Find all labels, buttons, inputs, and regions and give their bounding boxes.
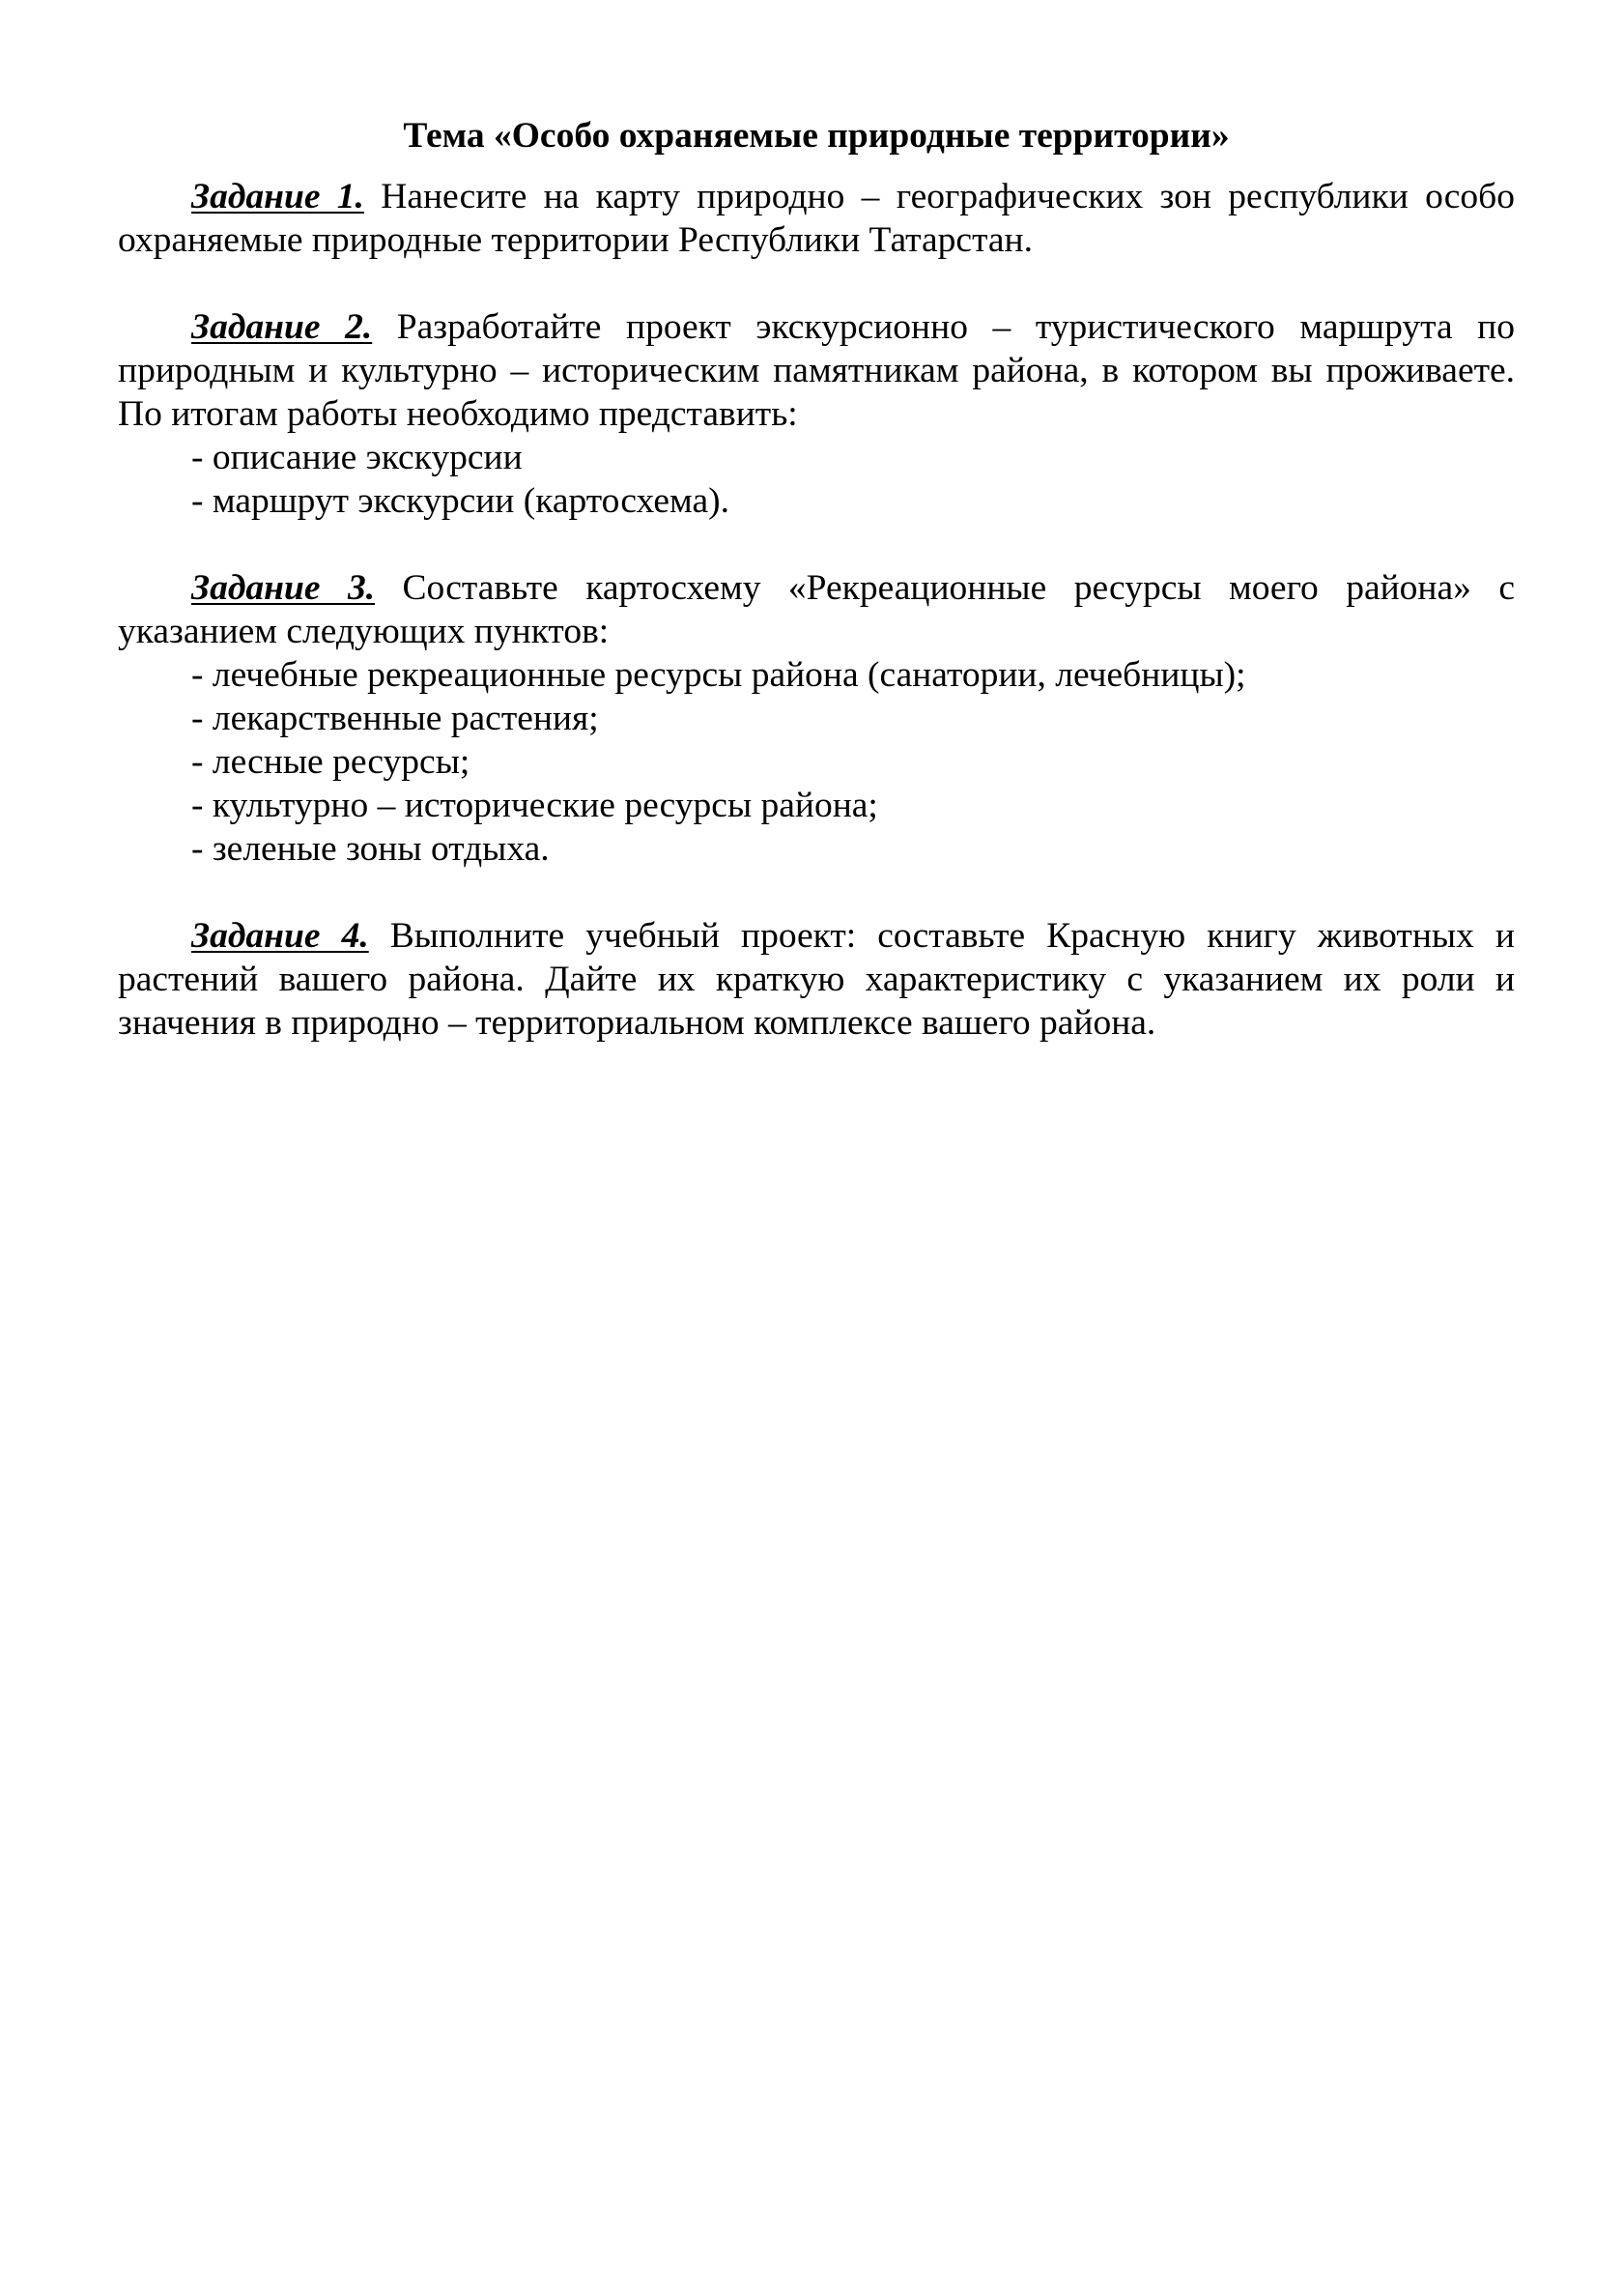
task-label: Задание 4. <box>191 916 369 956</box>
task-text: Составьте картосхему «Рекреационные ресурсы моего района» с указанием следующих пунктов: <box>118 568 1515 651</box>
task-paragraph <box>118 566 1515 653</box>
spacer <box>118 871 1515 914</box>
task-1 <box>118 175 1515 262</box>
task-label: Задание 2. <box>191 307 373 347</box>
task-text: Разработайте проект экскурсионно – туристического маршрута по природным и культурно – историческим памятникам района, в котором вы проживаете. По итогам работы необходимо представить: <box>118 307 1515 434</box>
task-paragraph <box>118 914 1515 1045</box>
list-item: - зеленые зоны отдыха. <box>191 829 550 869</box>
document-body <box>118 114 1515 1045</box>
list-item: - лекарственные растения; <box>191 699 599 738</box>
task-label: Задание 3. <box>191 568 376 608</box>
spacer <box>118 262 1515 305</box>
list-item: - культурно – исторические ресурсы района; <box>191 786 878 825</box>
page-title: Тема «Особо охраняемые природные территории» <box>403 116 1230 156</box>
list-item: - лечебные рекреационные ресурсы района (санатории, лечебницы); <box>191 655 1246 695</box>
task-paragraph <box>118 175 1515 262</box>
task-2 <box>118 305 1515 523</box>
task-list <box>118 436 1515 523</box>
task-4 <box>118 914 1515 1045</box>
task-text: Нанесите на карту природно – географических зон республики особо охраняемые природные территории Республики Татарстан. <box>118 177 1515 260</box>
task-3 <box>118 566 1515 871</box>
task-text: Выполните учебный проект: составьте Красную книгу животных и растений вашего района. Дайте их краткую характеристику с указанием их роли и значения в природно – территориальном комплексе вашего района. <box>118 916 1515 1043</box>
task-list <box>118 653 1515 871</box>
list-item: - описание экскурсии <box>191 438 523 477</box>
task-label: Задание 1. <box>191 177 364 216</box>
list-item: - маршрут экскурсии (картосхема). <box>191 481 729 521</box>
task-paragraph <box>118 305 1515 436</box>
spacer <box>118 523 1515 566</box>
list-item: - лесные ресурсы; <box>191 742 470 782</box>
